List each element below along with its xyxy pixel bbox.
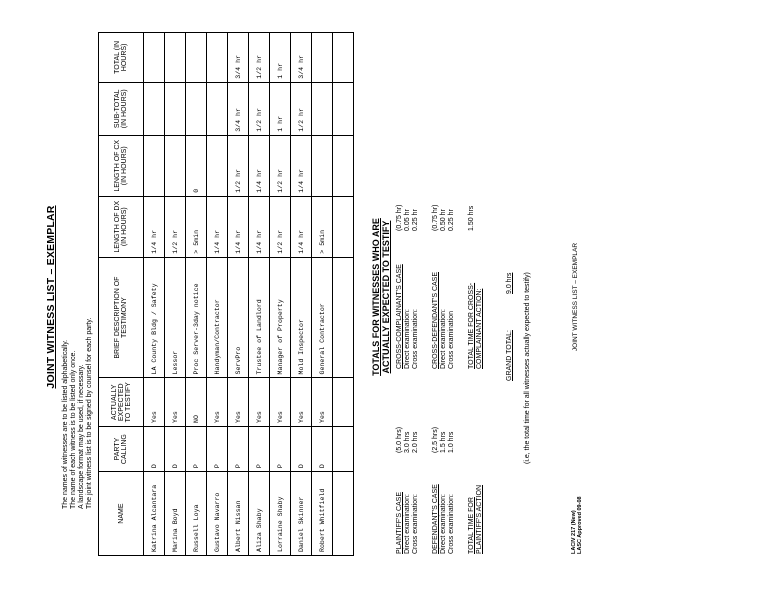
- cross-complainant-direct-total: 0.05 hr: [404, 209, 411, 231]
- defendant-case-block: [432, 484, 456, 554]
- cross-complainant-case-block: [396, 264, 420, 369]
- cross-complainant-cross-label: Cross examination:: [412, 309, 419, 369]
- defendant-direct-label: Direct examination:: [440, 494, 447, 554]
- cell-party: P: [228, 427, 249, 472]
- form-number-line2: LASC Approved 09-08: [577, 496, 583, 554]
- cell-dx: [333, 196, 354, 257]
- cell-dx: 1/2 hr: [165, 196, 186, 257]
- footer-title: JOINT WITNESS LIST – EXEMPLAR: [572, 242, 579, 352]
- cell-total: [312, 33, 333, 83]
- plaintiff-cross-total: 2.0 hrs: [412, 431, 419, 453]
- cell-subtotal: [186, 82, 207, 135]
- cell-expected: Yes: [165, 378, 186, 427]
- cross-complainant-case-label: CROSS-COMPLAINANT'S CASE: [396, 264, 403, 369]
- cross-defendant-direct-label: Direct examination:: [440, 309, 447, 369]
- defendant-case-total: (2.5 hrs): [432, 426, 439, 453]
- table-row: [144, 33, 165, 556]
- total-cross-complainant-action: [468, 283, 484, 369]
- header-subtotal: SUB-TOTAL (IN HOURS): [99, 82, 144, 135]
- cell-cx: 1/4 hr: [291, 135, 312, 196]
- cell-subtotal: 3/4 hr: [228, 82, 249, 135]
- cell-description: LA County Bldg / Safety: [144, 257, 165, 378]
- table-row: [249, 33, 270, 556]
- instruction-line: The joint witness list is to be signed by counsel for each party.: [86, 317, 93, 509]
- cell-total: [207, 33, 228, 83]
- cell-cx: [312, 135, 333, 196]
- cell-cx: [333, 135, 354, 196]
- cell-subtotal: [207, 82, 228, 135]
- cross-defendant-case-total: (0.75 hr): [432, 204, 439, 231]
- cell-name: Albert Nissan: [228, 472, 249, 556]
- instruction-line: The names of witnesses are to be listed alphabetically.: [62, 339, 69, 509]
- cell-description: [333, 257, 354, 378]
- cell-party: [333, 427, 354, 472]
- cell-description: Proc Server-3day notice: [186, 257, 207, 378]
- grand-total-label: GRAND TOTAL:: [506, 330, 513, 381]
- cell-expected: Yes: [228, 378, 249, 427]
- cell-total: 3/4 hr: [228, 33, 249, 83]
- cell-expected: Yes: [249, 378, 270, 427]
- cell-cx: [207, 135, 228, 196]
- cell-name: Marina Boyd: [165, 472, 186, 556]
- header-total: TOTAL (IN HOURS): [99, 33, 144, 83]
- cell-subtotal: [144, 82, 165, 135]
- header-expected-to-testify: ACTUALLY EXPECTED TO TESTIFY: [99, 378, 144, 427]
- cell-subtotal: [165, 82, 186, 135]
- cross-defendant-case-block: [432, 272, 456, 369]
- plaintiff-direct-label: Direct examination:: [404, 494, 411, 554]
- defendant-direct-total: 1.5 hrs: [440, 431, 447, 453]
- cell-total: [165, 33, 186, 83]
- cross-complainant-cross-total: 0.25 hr: [412, 209, 419, 231]
- header-description: BRIEF DESCRIPTION OF TESTIMONY: [99, 257, 144, 378]
- cell-dx: 1/4 hr: [228, 196, 249, 257]
- cell-description: Handyman/Contractor: [207, 257, 228, 378]
- instructions: [62, 9, 94, 509]
- plaintiff-case-block: [396, 492, 420, 554]
- table-header-row: [99, 33, 144, 556]
- totals-heading-line1: TOTALS FOR WITNESSES WHO ARE: [371, 218, 381, 376]
- document-title: JOINT WITNESS LIST – EXEMPLAR: [45, 205, 57, 389]
- cell-dx: 1/4 hr: [207, 196, 228, 257]
- table-row: [270, 33, 291, 556]
- cell-dx: 1/2 hr: [270, 196, 291, 257]
- cell-subtotal: 1 hr: [270, 82, 291, 135]
- cross-complainant-direct-label: Direct examination:: [404, 309, 411, 369]
- cell-dx: 1/4 hr: [249, 196, 270, 257]
- table-row: [333, 33, 354, 556]
- totals-heading: [371, 0, 391, 594]
- cell-party: P: [186, 427, 207, 472]
- table-row: [291, 33, 312, 556]
- cell-dx: 1/4 hr: [144, 196, 165, 257]
- total-plaintiff-action-line1: TOTAL TIME FOR: [468, 497, 475, 554]
- cell-expected: NO: [186, 378, 207, 427]
- cross-complainant-values: [396, 205, 420, 231]
- cell-party: D: [312, 427, 333, 472]
- defendant-cross-total: 1.0 hrs: [448, 431, 455, 453]
- cell-total: [186, 33, 207, 83]
- cell-dx: > 5min: [312, 196, 333, 257]
- table-row: [207, 33, 228, 556]
- totals-heading-line2: ACTUALLY EXPECTED TO TESTIFY: [381, 220, 391, 374]
- cross-defendant-cross-label: Cross examination: [448, 311, 455, 369]
- defendant-case-label: DEFENDANT'S CASE: [432, 484, 439, 554]
- cell-description: Trustee of Landlord: [249, 257, 270, 378]
- total-cc-action-line2: COMPLAINANT ACTION:: [476, 288, 483, 369]
- cell-subtotal: [312, 82, 333, 135]
- cell-subtotal: [333, 82, 354, 135]
- cell-cx: [165, 135, 186, 196]
- cell-party: P: [270, 427, 291, 472]
- cell-description: ServPro: [228, 257, 249, 378]
- cell-total: 3/4 hr: [291, 33, 312, 83]
- cell-name: Aliza Shaby: [249, 472, 270, 556]
- cross-defendant-cross-total: 0.25 hr: [448, 209, 455, 231]
- cross-defendant-case-label: CROSS-DEFENDANT'S CASE: [432, 271, 439, 369]
- cell-expected: Yes: [144, 378, 165, 427]
- total-cc-action-value: 1.50 hrs: [468, 205, 475, 231]
- cell-party: P: [207, 427, 228, 472]
- cell-total: [144, 33, 165, 83]
- cell-party: D: [291, 427, 312, 472]
- total-plaintiff-action-line2: PLAINTIFF'S ACTION: [476, 484, 483, 554]
- table-row: [186, 33, 207, 556]
- cross-complainant-case-total: (0.75 hr): [396, 204, 403, 231]
- cell-name: Lorraine Shaby: [270, 472, 291, 556]
- cell-name: Daniel Skinner: [291, 472, 312, 556]
- cell-expected: Yes: [312, 378, 333, 427]
- total-plaintiff-action: [468, 485, 484, 554]
- cell-cx: 1/2 hr: [270, 135, 291, 196]
- plaintiff-cross-label: Cross examination:: [412, 494, 419, 554]
- cell-dx: 1/4 hr: [291, 196, 312, 257]
- cell-total: 1 hr: [270, 33, 291, 83]
- cell-name: Russell Loya: [186, 472, 207, 556]
- cell-name: Robert Whitfield: [312, 472, 333, 556]
- header-party-calling: PARTY CALLING: [99, 427, 144, 472]
- witness-table: [98, 32, 354, 556]
- instruction-line: A landscape format may be used, if necessary.: [78, 364, 85, 509]
- form-number-line1: LACIV 217 (New): [571, 510, 577, 554]
- plaintiff-case-total: (5.0 hrs): [396, 426, 403, 453]
- cell-subtotal: 1/2 hr: [249, 82, 270, 135]
- cell-subtotal: 1/2 hr: [291, 82, 312, 135]
- cross-defendant-direct-total: 0.50 hr: [440, 209, 447, 231]
- cell-expected: Yes: [291, 378, 312, 427]
- total-cc-action-line1: TOTAL TIME FOR CROSS-: [468, 282, 475, 369]
- cell-cx: 0: [186, 135, 207, 196]
- defendant-cross-label: Cross examination:: [448, 494, 455, 554]
- header-name: NAME: [99, 472, 144, 556]
- defendant-case-values: [432, 427, 456, 453]
- cell-total: [333, 33, 354, 83]
- cell-name: [333, 472, 354, 556]
- cell-party: D: [165, 427, 186, 472]
- cell-name: Gustavo Navarro: [207, 472, 228, 556]
- instruction-line: The name of each witness is to be listed only once.: [70, 350, 77, 509]
- header-length-cx: LENGTH OF CX (IN HOURS): [99, 135, 144, 196]
- cell-description: Manager of Property: [270, 257, 291, 378]
- cell-description: General Contractor: [312, 257, 333, 378]
- cell-party: D: [144, 427, 165, 472]
- table-row: [228, 33, 249, 556]
- cell-total: 1/2 hr: [249, 33, 270, 83]
- cell-cx: 1/4 hr: [249, 135, 270, 196]
- header-length-dx: LENGTH OF DX (IN HOURS): [99, 196, 144, 257]
- plaintiff-direct-total: 3.0 hrs: [404, 431, 411, 453]
- cross-defendant-values: [432, 205, 456, 231]
- cell-cx: 1/2 hr: [228, 135, 249, 196]
- cell-expected: Yes: [207, 378, 228, 427]
- table-row: [165, 33, 186, 556]
- cell-expected: Yes: [270, 378, 291, 427]
- cell-description: Lessor: [165, 257, 186, 378]
- cell-name: Katrina Alcantara: [144, 472, 165, 556]
- plaintiff-case-values: [396, 427, 420, 453]
- cell-party: P: [249, 427, 270, 472]
- grand-total-note: (i.e, the total time for all witnesses actually expected to testify): [524, 272, 531, 464]
- table-row: [312, 33, 333, 556]
- cell-description: Mold Inspector: [291, 257, 312, 378]
- cell-cx: [144, 135, 165, 196]
- plaintiff-case-label: PLAINTIFF'S CASE: [396, 491, 403, 554]
- cell-dx: > 5min: [186, 196, 207, 257]
- grand-total-value: 9.0 hrs: [506, 272, 513, 294]
- cell-expected: [333, 378, 354, 427]
